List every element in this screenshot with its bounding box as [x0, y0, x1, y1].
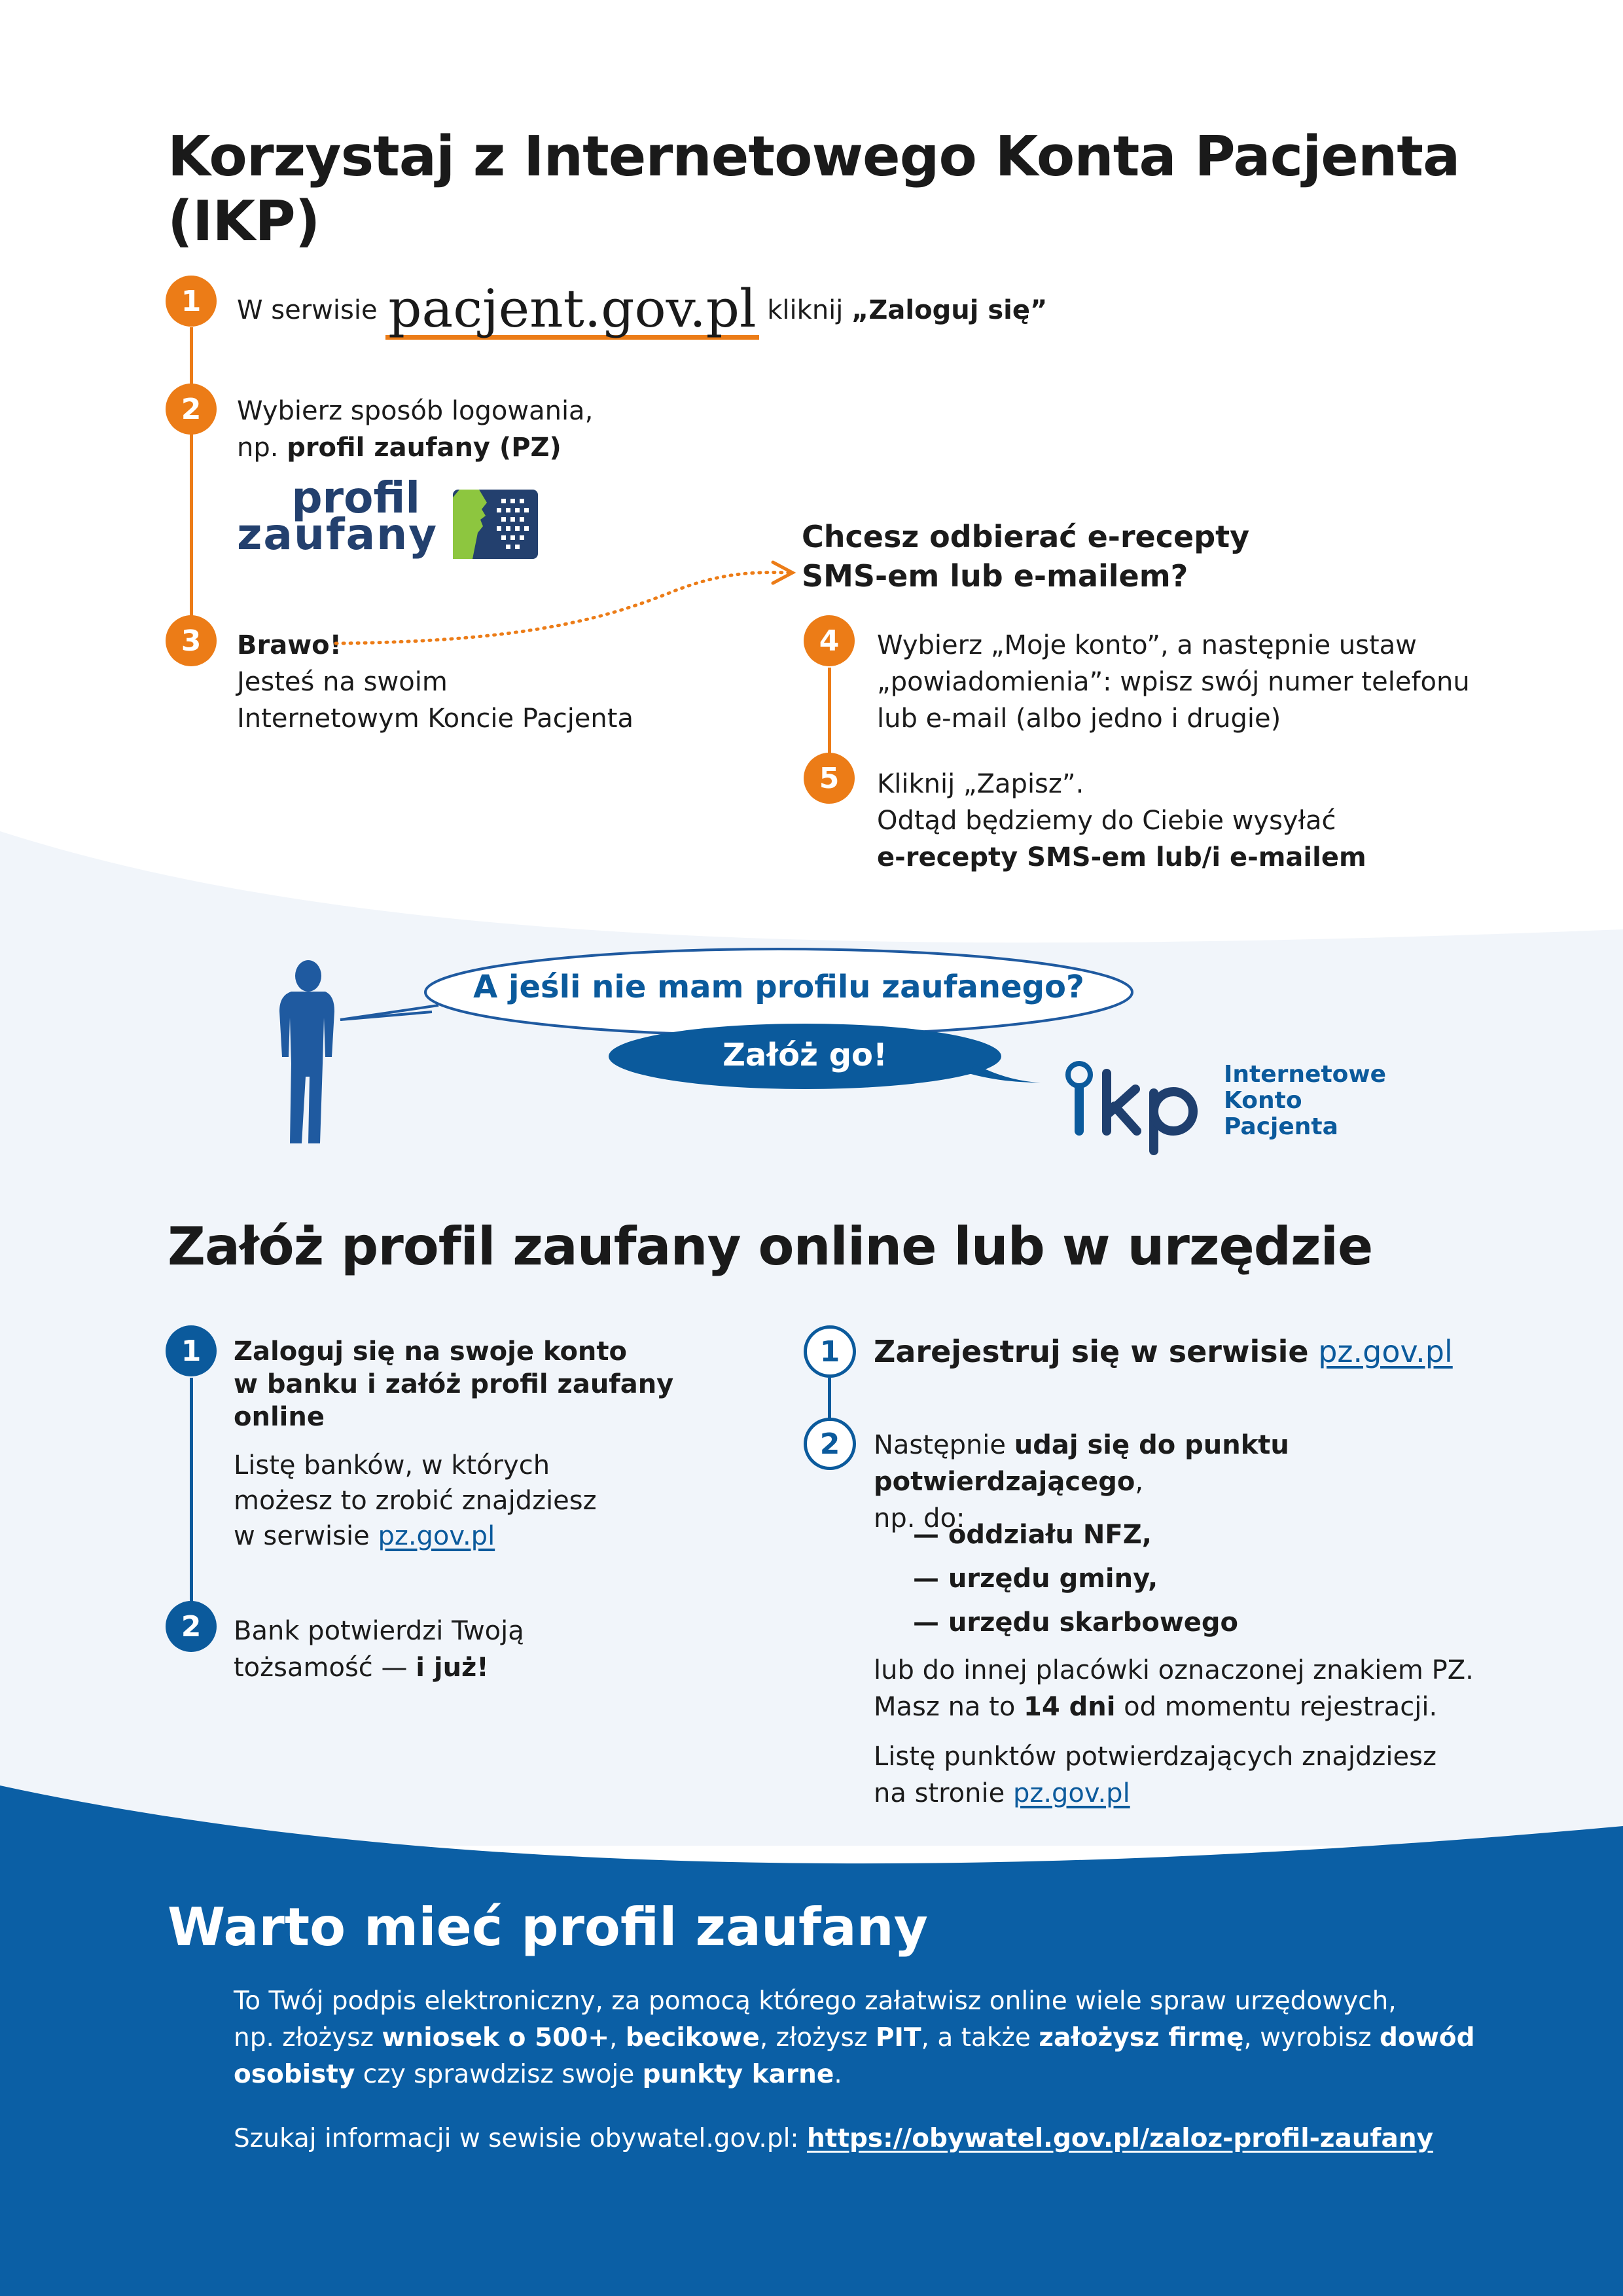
pz-link-points[interactable]: pz.gov.pl	[1012, 1778, 1130, 1808]
bank-step-1-badge: 1	[166, 1325, 217, 1376]
office-details: lub do innej placówki oznaczonej znakiem PZ. Masz na to 14 dni od momentu rejestracji. Listę punktów potwierdzających znajdziesz na stronie pz.gov.pl	[874, 1655, 1474, 1808]
bank-step-2-badge: 2	[166, 1601, 217, 1652]
office-step-1-badge: 1	[804, 1325, 856, 1378]
bubble-answer: Załóż go!	[722, 1037, 887, 1073]
ikp-mark-icon	[1063, 1059, 1221, 1157]
step-3-badge: 3	[166, 615, 217, 666]
step-4-text: Wybierz „Moje konto”, a następnie ustaw „powiadomienia”: wpisz swój numer telefonu lub e-mail (albo jedno i drugie)	[877, 630, 1470, 734]
page-title: Korzystaj z Internetowego Konta Pacjenta (IKP)	[168, 124, 1460, 254]
step-5-text: Kliknij „Zapisz”. Odtąd będziemy do Ciebie wysyłać e-recepty SMS-em lub/i e-mailem	[877, 769, 1366, 872]
step-2-text: Wybierz sposób logowania, np. profil zaufany (PZ)	[237, 396, 594, 463]
office-step-2-badge: 2	[804, 1418, 856, 1470]
step-1-badge: 1	[166, 276, 217, 327]
bank-step-1-text: Zaloguj się na swoje konto w banku i załóż profil zaufany online Listę banków, w których możesz to zrobić znajdziesz w serwisie pz.gov.pl	[234, 1336, 674, 1551]
pacjent-logo[interactable]: pacjent.gov.pl	[385, 283, 758, 340]
list-item: — urzędu gminy,	[913, 1564, 1158, 1594]
steps-connector-line	[190, 327, 193, 641]
section3-body: To Twój podpis elektroniczny, za pomocą którego załatwisz online wiele spraw urzędowych, np. złożysz wniosek o 500+, becikowe, złożysz PIT, a także założysz firmę, wyrobisz dowód osobisty czy sprawdzisz swoje punkty karne. Szukaj informacji w sewisie obywatel.gov.pl: https://obywatel.gov.pl/zaloz-profil-zaufany	[234, 1986, 1475, 2153]
list-item: — oddziału NFZ,	[913, 1520, 1152, 1550]
speech-bubbles	[327, 942, 1178, 1100]
step-1-text: W serwisie pacjent.gov.pl kliknij „Zaloguj się”	[237, 278, 1048, 339]
list-item: — urzędu skarbowego	[913, 1607, 1239, 1638]
bank-connector-line	[190, 1378, 193, 1626]
office-step-1-text: Zarejestruj się w serwisie pz.gov.pl	[874, 1334, 1453, 1369]
profil-zaufany-logo: profil zaufany	[237, 476, 538, 575]
obywatel-link[interactable]: https://obywatel.gov.pl/zaloz-profil-zaufany	[806, 2124, 1434, 2153]
step-4-badge: 4	[804, 615, 855, 666]
pz-link-bank[interactable]: pz.gov.pl	[378, 1521, 495, 1551]
section3-title: Warto mieć profil zaufany	[168, 1897, 928, 1958]
bubble-question: A jeśli nie mam profilu zaufanego?	[473, 969, 1084, 1005]
office-step-2-text: Następnie udaj się do punktu potwierdzającego, np. do:	[874, 1430, 1289, 1534]
office-list	[913, 1513, 1238, 1645]
dotted-arrow	[330, 533, 802, 651]
erecepty-question: Chcesz odbierać e-recepty SMS-em lub e-mailem?	[802, 519, 1250, 594]
step-3-text: Brawo! Jesteś na swoim Internetowym Koncie Pacjenta	[237, 630, 633, 734]
bank-step-2-text: Bank potwierdzi Twoją tożsamość — i już!	[234, 1616, 524, 1683]
step-2-badge: 2	[166, 384, 217, 435]
ikp-logo: Internetowe Konto Pacjenta	[1063, 1059, 1391, 1157]
section2-title: Załóż profil zaufany online lub w urzędzie	[168, 1216, 1373, 1277]
step-5-badge: 5	[804, 753, 855, 804]
pz-link-register[interactable]: pz.gov.pl	[1318, 1334, 1453, 1369]
